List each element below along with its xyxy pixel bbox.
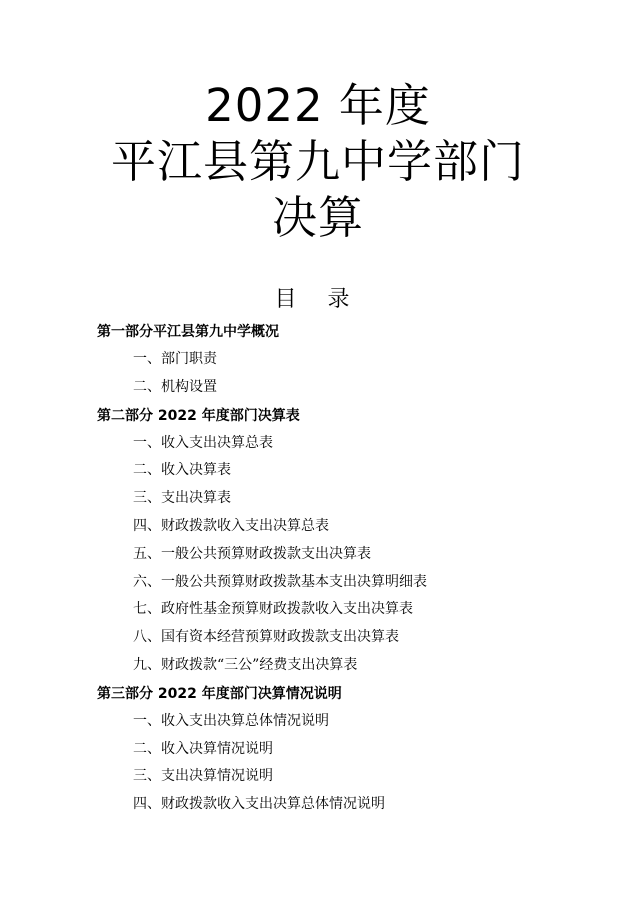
toc-item: 一、收入支出决算总体情况说明: [133, 712, 329, 729]
toc-item: 一、部门职责: [133, 351, 217, 367]
toc-item: 七、政府性基金预算财政拨款收入支出决算表: [133, 601, 413, 618]
document-title: [0, 78, 636, 246]
title-line-organization: 平江县第九中学部门: [110, 135, 525, 188]
toc-item: 二、收入决算表: [133, 462, 231, 479]
toc-heading: 目 录: [274, 287, 362, 312]
toc-part-2: 第二部分 2022 年度部门决算表: [97, 407, 300, 424]
toc-item: 四、财政拨款收入支出决算总体情况说明: [133, 796, 385, 813]
toc-item: 二、收入决算情况说明: [133, 740, 273, 757]
toc-item: 九、财政拨款“三公”经费支出决算表: [133, 656, 358, 673]
title-line-report: 决算: [271, 191, 364, 244]
toc-item: 二、机构设置: [133, 378, 217, 395]
toc-item: 一、收入支出决算总表: [133, 434, 273, 451]
title-line-year: 2022 年度: [205, 79, 431, 132]
toc-part-1: 第一部分平江县第九中学概况: [97, 324, 279, 340]
table-of-contents: [97, 318, 597, 819]
toc-item: 三、支出决算情况说明: [133, 768, 273, 785]
toc-item: 六、一般公共预算财政拨款基本支出决算明细表: [133, 573, 427, 590]
toc-item: 三、支出决算表: [133, 490, 231, 507]
toc-item: 四、财政拨款收入支出决算总表: [133, 517, 329, 534]
toc-item: 八、国有资本经营预算财政拨款支出决算表: [133, 629, 399, 646]
toc-item: 五、一般公共预算财政拨款支出决算表: [133, 545, 371, 562]
toc-part-3: 第三部分 2022 年度部门决算情况说明: [97, 685, 342, 702]
